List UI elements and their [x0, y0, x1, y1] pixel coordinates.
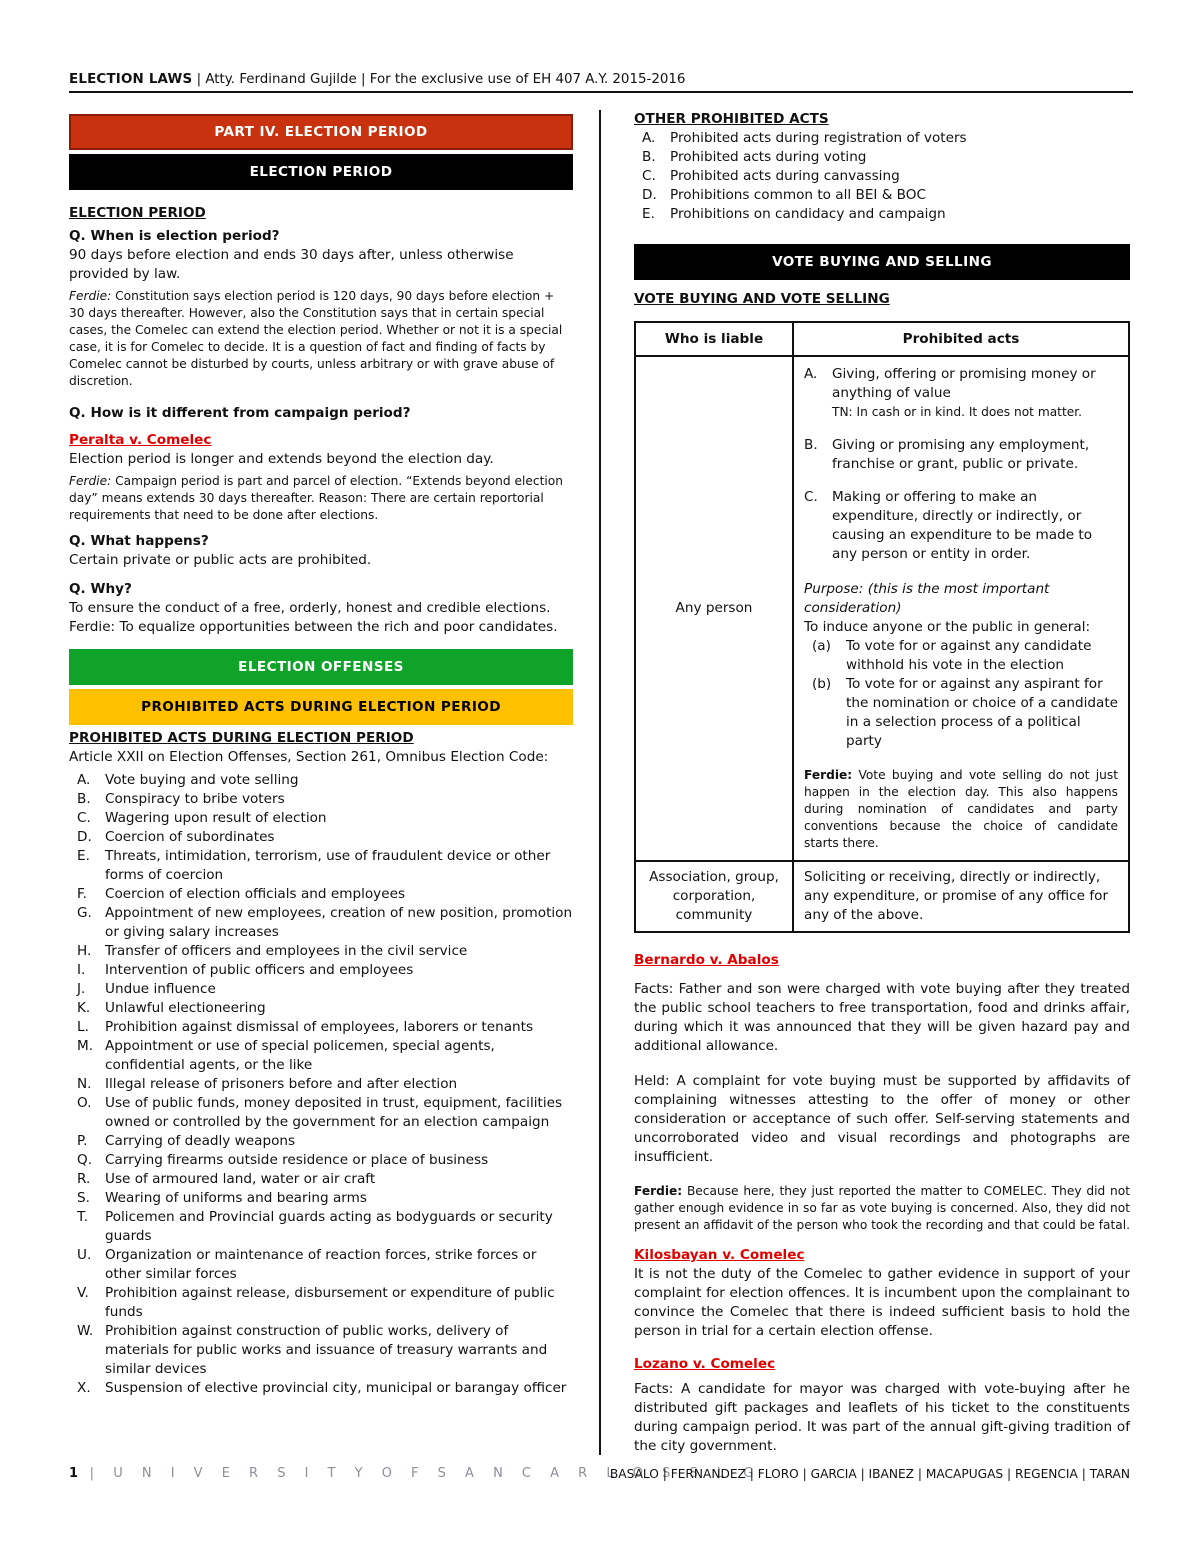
item-letter: P. — [77, 1133, 88, 1149]
item-letter: L. — [77, 1019, 89, 1035]
list-item — [812, 675, 1118, 751]
list-item — [77, 1284, 573, 1322]
case-kilosbayan[interactable]: Kilosbayan v. Comelec — [634, 1247, 805, 1263]
item-text: Threats, intimidation, terrorism, use of fraudulent device or other forms of coercion — [105, 848, 551, 883]
band-prohibited-acts: PROHIBITED ACTS DURING ELECTION PERIOD — [69, 689, 573, 725]
item-letter: (a) — [812, 638, 831, 654]
list-item — [804, 436, 1118, 474]
item-letter: A. — [77, 772, 91, 788]
item-text: Prohibition against construction of public works, delivery of materials for public works and issuance of treasury warrants and similar devices — [105, 1323, 548, 1377]
item-letter: J. — [77, 981, 86, 997]
item-letter: V. — [77, 1285, 89, 1301]
cell-who: Any person — [635, 356, 793, 861]
item-letter: W. — [77, 1323, 94, 1339]
band-part-iv: PART IV. ELECTION PERIOD — [69, 114, 573, 150]
item-text: Carrying firearms outside residence or place of business — [105, 1152, 489, 1168]
item-text: Coercion of election officials and employees — [105, 886, 406, 902]
purpose-list — [812, 637, 1118, 751]
item-text: Prohibitions on candidacy and campaign — [670, 206, 946, 222]
spacer — [804, 422, 1118, 436]
item-text: To vote for or against any candidate withhold his vote in the election — [846, 638, 1092, 673]
item-letter: E. — [642, 206, 655, 222]
item-text: Carrying of deadly weapons — [105, 1133, 296, 1149]
item-text: Transfer of officers and employees in the civil service — [105, 943, 468, 959]
other-prohibited-list — [642, 129, 1130, 224]
purpose-intro: To induce anyone or the public in general: — [804, 619, 1091, 635]
lozano-text: Facts: A candidate for mayor was charged with vote-buying after he distributed gift packages and leaflets of his ticket to the constituents during campaign period. It was part of the annual gift-giving tradition of the city government. — [634, 1381, 1130, 1454]
item-text: Unlawful electioneering — [105, 1000, 266, 1016]
table-row — [635, 861, 1129, 932]
list-item — [77, 942, 573, 961]
item-text: Giving or promising any employment, franchise or grant, public or private. — [832, 437, 1090, 472]
ferdie-label: Ferdie: — [69, 289, 112, 303]
kilosbayan-text: It is not the duty of the Comelec to gather evidence in support of your complaint for election offences. It is incumbent upon the complainant to convince the Comelec that there is indeed sufficient basis to hold the person in trial for a certain election offense. — [634, 1266, 1130, 1339]
item-text: Appointment of new employees, creation of new position, promotion or giving salary increases — [105, 905, 573, 940]
item-text: Conspiracy to bribe voters — [105, 791, 285, 807]
list-item — [642, 167, 1130, 186]
list-item — [812, 637, 1118, 675]
item-text: Prohibited acts during canvassing — [670, 168, 900, 184]
bernardo-facts: Facts: Father and son were charged with vote buying after they treated the public school teachers to free transportation, food and drinks affair, during which it was announced that they will be given hazard pay and additional allowance. — [634, 981, 1130, 1054]
item-text: Making or offering to make an expenditure, directly or indirectly, or causing an expenditure to be made to any person or entity in order. — [832, 489, 1093, 562]
header-who-liable: Who is liable — [635, 322, 793, 356]
bernardo-held: Held: A complaint for vote buying must be supported by affidavits of complaining witnesses attesting to the offer of money or other consideration or acceptance of such offer. Self-serving statements and uncorroborated video and visual recordings and photographs are insufficient. — [634, 1073, 1130, 1165]
item-letter: D. — [642, 187, 657, 203]
item-letter: M. — [77, 1038, 94, 1054]
header-subtitle: | Atty. Ferdinand Gujilde | For the exclusive use of EH 407 A.Y. 2015-2016 — [192, 72, 686, 87]
header-rule — [69, 91, 1133, 93]
answer-2: Election period is longer and extends beyond the election day. — [69, 451, 494, 467]
item-letter: Q. — [77, 1152, 93, 1168]
list-item — [77, 1075, 573, 1094]
item-letter: R. — [77, 1171, 91, 1187]
list-item — [77, 1246, 573, 1284]
list-item — [77, 1189, 573, 1208]
list-item — [77, 885, 573, 904]
list-item — [77, 1379, 573, 1398]
item-letter: C. — [77, 810, 91, 826]
ferdie-note — [804, 767, 1118, 852]
cell-acts: Soliciting or receiving, directly or indirectly, any expenditure, or promise of any office for any of the above. — [793, 861, 1129, 932]
prohibited-acts-list — [77, 771, 573, 1398]
list-item — [642, 148, 1130, 167]
cell-acts — [793, 356, 1129, 861]
list-item — [77, 961, 573, 980]
band-vote-buying: VOTE BUYING AND SELLING — [634, 244, 1130, 280]
ferdie-label: Ferdie: — [634, 1184, 683, 1198]
item-text: Wearing of uniforms and bearing arms — [105, 1190, 367, 1206]
list-item — [77, 999, 573, 1018]
list-item — [642, 186, 1130, 205]
case-lozano[interactable]: Lozano v. Comelec — [634, 1356, 776, 1372]
item-letter: (b) — [812, 676, 832, 692]
item-text: Illegal release of prisoners before and after election — [105, 1076, 458, 1092]
item-letter: G. — [77, 905, 92, 921]
right-column — [634, 110, 1130, 1456]
item-text: Appointment or use of special policemen, special agents, confidential agents, or the like — [105, 1038, 495, 1073]
answer-4: To ensure the conduct of a free, orderly, honest and credible elections. — [69, 600, 551, 616]
subhead-election-period: ELECTION PERIOD — [69, 205, 206, 221]
page-header — [69, 72, 1133, 87]
item-letter: D. — [77, 829, 92, 845]
list-item — [77, 1208, 573, 1246]
ferdie-text: Because here, they just reported the matter to COMELEC. They did not gather enough evidence in so far as vote buying is concerned. Also, they did not present an affidavit of the person who took the recording and that could be fatal. — [634, 1184, 1130, 1232]
item-text: Use of armoured land, water or air craft — [105, 1171, 376, 1187]
list-item — [77, 809, 573, 828]
list-item — [77, 980, 573, 999]
item-text: Prohibited acts during registration of voters — [670, 130, 967, 146]
item-text: Coercion of subordinates — [105, 829, 275, 845]
table-row — [635, 356, 1129, 861]
item-letter: I. — [77, 962, 86, 978]
answer-1: 90 days before election and ends 30 days after, unless otherwise provided by law. — [69, 247, 514, 282]
item-text: Undue influence — [105, 981, 216, 997]
cell-who: Association, group, corporation, community — [635, 861, 793, 932]
list-item — [77, 828, 573, 847]
item-letter: S. — [77, 1190, 90, 1206]
item-letter: B. — [804, 437, 818, 453]
header-title: ELECTION LAWS — [69, 72, 193, 87]
band-election-period: ELECTION PERIOD — [69, 154, 573, 190]
table-header-row — [635, 322, 1129, 356]
item-text: Policemen and Provincial guards acting as bodyguards or security guards — [105, 1209, 553, 1244]
item-letter: O. — [77, 1095, 92, 1111]
item-text: Vote buying and vote selling — [105, 772, 299, 788]
footer-authors: BASALO | FERNANDEZ | FLORO | GARCIA | IBANEZ | MACAPUGAS | REGENCIA | TARAN — [609, 1467, 1130, 1481]
question-1: Q. When is election period? — [69, 228, 280, 244]
left-column — [69, 114, 573, 1398]
list-item — [642, 205, 1130, 224]
item-text: To vote for or against any aspirant for the nomination or choice of a candidate in a selection process of a political party — [846, 676, 1119, 749]
ferdie-note-2 — [69, 473, 573, 524]
list-item — [77, 790, 573, 809]
item-letter: C. — [642, 168, 656, 184]
item-letter: E. — [77, 848, 90, 864]
case-peralta[interactable]: Peralta v. Comelec — [69, 432, 212, 448]
article-reference: Article XXII on Election Offenses, Section 261, Omnibus Election Code: — [69, 749, 549, 765]
list-item — [804, 488, 1118, 564]
item-letter: A. — [804, 366, 818, 382]
column-divider — [599, 110, 601, 1455]
item-text: Suspension of elective provincial city, municipal or barangay officer — [105, 1380, 567, 1396]
spacer — [804, 474, 1118, 488]
list-item — [77, 1132, 573, 1151]
page-number: 1 — [69, 1466, 79, 1481]
item-text — [832, 365, 1118, 422]
list-item — [77, 904, 573, 942]
item-text: Intervention of public officers and employees — [105, 962, 414, 978]
case-bernardo[interactable]: Bernardo v. Abalos — [634, 952, 779, 968]
item-note: TN: In cash or in kind. It does not matter. — [832, 405, 1082, 419]
ferdie-text: Vote buying and vote selling do not just happen in the election day. This also happens during nomination of candidates and party conventions because the choice of candidate starts there. — [804, 768, 1118, 850]
bernardo-ferdie-note — [634, 1183, 1130, 1234]
list-item — [77, 1037, 573, 1075]
item-text: Prohibited acts during voting — [670, 149, 867, 165]
footer-school: | U N I V E R S I T Y O F S A N C A R L O S S L G — [78, 1466, 761, 1481]
item-text: Use of public funds, money deposited in trust, equipment, facilities owned or controlled by the government for an election campaign — [105, 1095, 563, 1130]
item-letter: K. — [77, 1000, 91, 1016]
item-text: Prohibition against release, disbursement or expenditure of public funds — [105, 1285, 555, 1320]
question-3: Q. What happens? — [69, 533, 209, 549]
item-text: Wagering upon result of election — [105, 810, 327, 826]
ferdie-text: Constitution says election period is 120 days, 90 days before election + 30 days thereafter. However, also the Constitution says that in certain special cases, the Comelec can extend the election period. Whether or not it is a special case, it is for Comelec to decide. It is a question of fact and finding of facts by Comelec cannot be disturbed by courts, unless arbitrary or with grave abuse of discretion. — [69, 289, 563, 388]
answer-3: Certain private or public acts are prohibited. — [69, 552, 372, 568]
list-item — [77, 771, 573, 790]
item-letter: B. — [642, 149, 656, 165]
band-election-offenses: ELECTION OFFENSES — [69, 649, 573, 685]
item-text: Prohibitions common to all BEI & BOC — [670, 187, 926, 203]
item-letter: F. — [77, 886, 87, 902]
header-prohibited-acts: Prohibited acts — [793, 322, 1129, 356]
ferdie-label: Ferdie: — [804, 768, 853, 782]
ferdie-text: Campaign period is part and parcel of election. “Extends beyond election day” means extends 30 days thereafter. Reason: There are certain reportorial requirements that need to be done after elections. — [69, 474, 563, 522]
list-item — [77, 847, 573, 885]
item-letter: X. — [77, 1380, 91, 1396]
item-letter: N. — [77, 1076, 92, 1092]
list-item — [77, 1018, 573, 1037]
vote-buying-table — [634, 321, 1130, 933]
question-2: Q. How is it different from campaign period? — [69, 405, 411, 421]
list-item — [77, 1151, 573, 1170]
list-item — [77, 1322, 573, 1379]
item-text: Prohibition against dismissal of employees, laborers or tenants — [105, 1019, 534, 1035]
list-item — [77, 1170, 573, 1189]
question-4: Q. Why? — [69, 581, 132, 597]
list-item — [804, 365, 1118, 422]
item-body: Giving, offering or promising money or anything of value — [832, 366, 1096, 401]
ferdie-label: Ferdie: — [69, 474, 112, 488]
item-letter: C. — [804, 489, 818, 505]
item-letter: T. — [77, 1209, 89, 1225]
answer-4-ferdie: Ferdie: To equalize opportunities between the rich and poor candidates. — [69, 619, 558, 635]
item-letter: H. — [77, 943, 92, 959]
item-letter: U. — [77, 1247, 92, 1263]
ferdie-note-1 — [69, 288, 573, 390]
item-letter: A. — [642, 130, 656, 146]
item-letter: B. — [77, 791, 91, 807]
subhead-other-prohibited: OTHER PROHIBITED ACTS — [634, 111, 829, 127]
item-text: Organization or maintenance of reaction forces, strike forces or other similar forces — [105, 1247, 537, 1282]
subhead-prohibited-acts: PROHIBITED ACTS DURING ELECTION PERIOD — [69, 730, 414, 746]
list-item — [77, 1094, 573, 1132]
subhead-vote-buying: VOTE BUYING AND VOTE SELLING — [634, 291, 890, 307]
list-item — [642, 129, 1130, 148]
purpose-heading: Purpose: (this is the most important consideration) — [804, 581, 1050, 616]
acts-sublist — [804, 365, 1118, 564]
